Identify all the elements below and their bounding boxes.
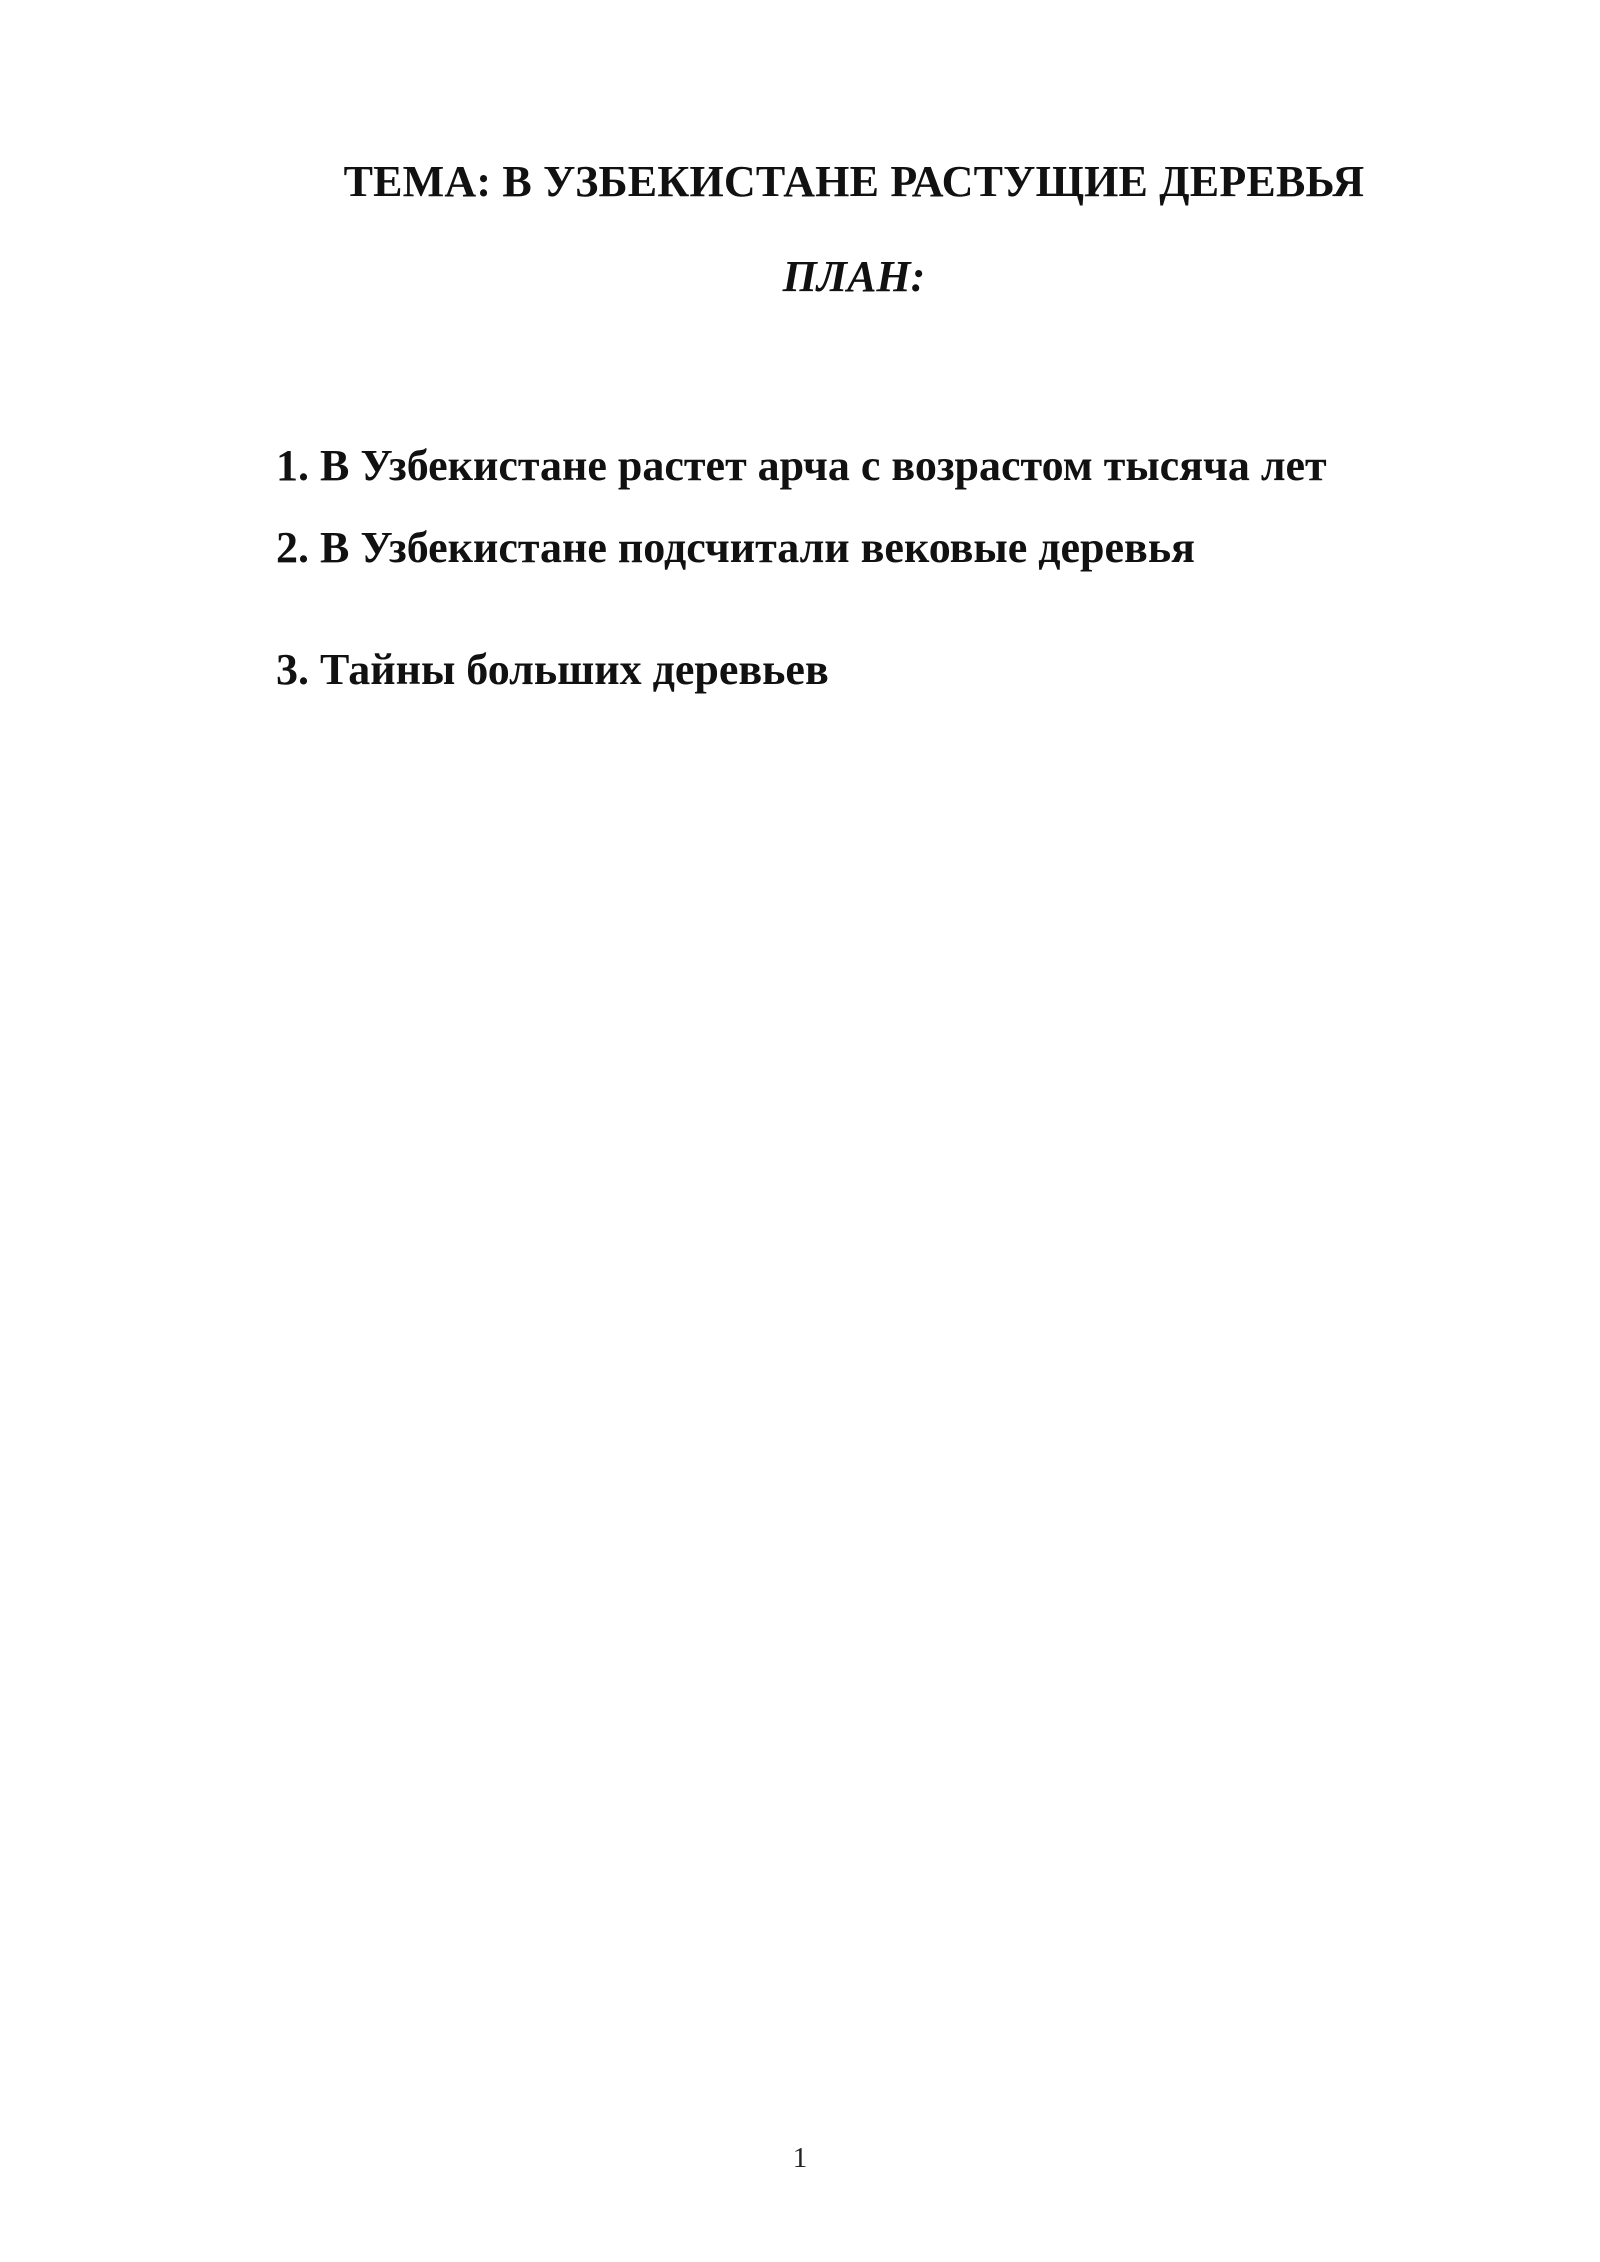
plan-item: 2. В Узбекистане подсчитали вековые деревья bbox=[276, 523, 1195, 572]
plan-item: 3. Тайны больших деревьев bbox=[276, 645, 829, 694]
plan-item: 1. В Узбекистане растет арча с возрастом тысяча лет bbox=[276, 441, 1327, 490]
document-title: ТЕМА: В УЗБЕКИСТАНЕ РАСТУЩИЕ ДЕРЕВЬЯ bbox=[343, 157, 1365, 206]
plan-heading: ПЛАН: bbox=[782, 252, 926, 301]
page-number: 1 bbox=[792, 2142, 808, 2174]
